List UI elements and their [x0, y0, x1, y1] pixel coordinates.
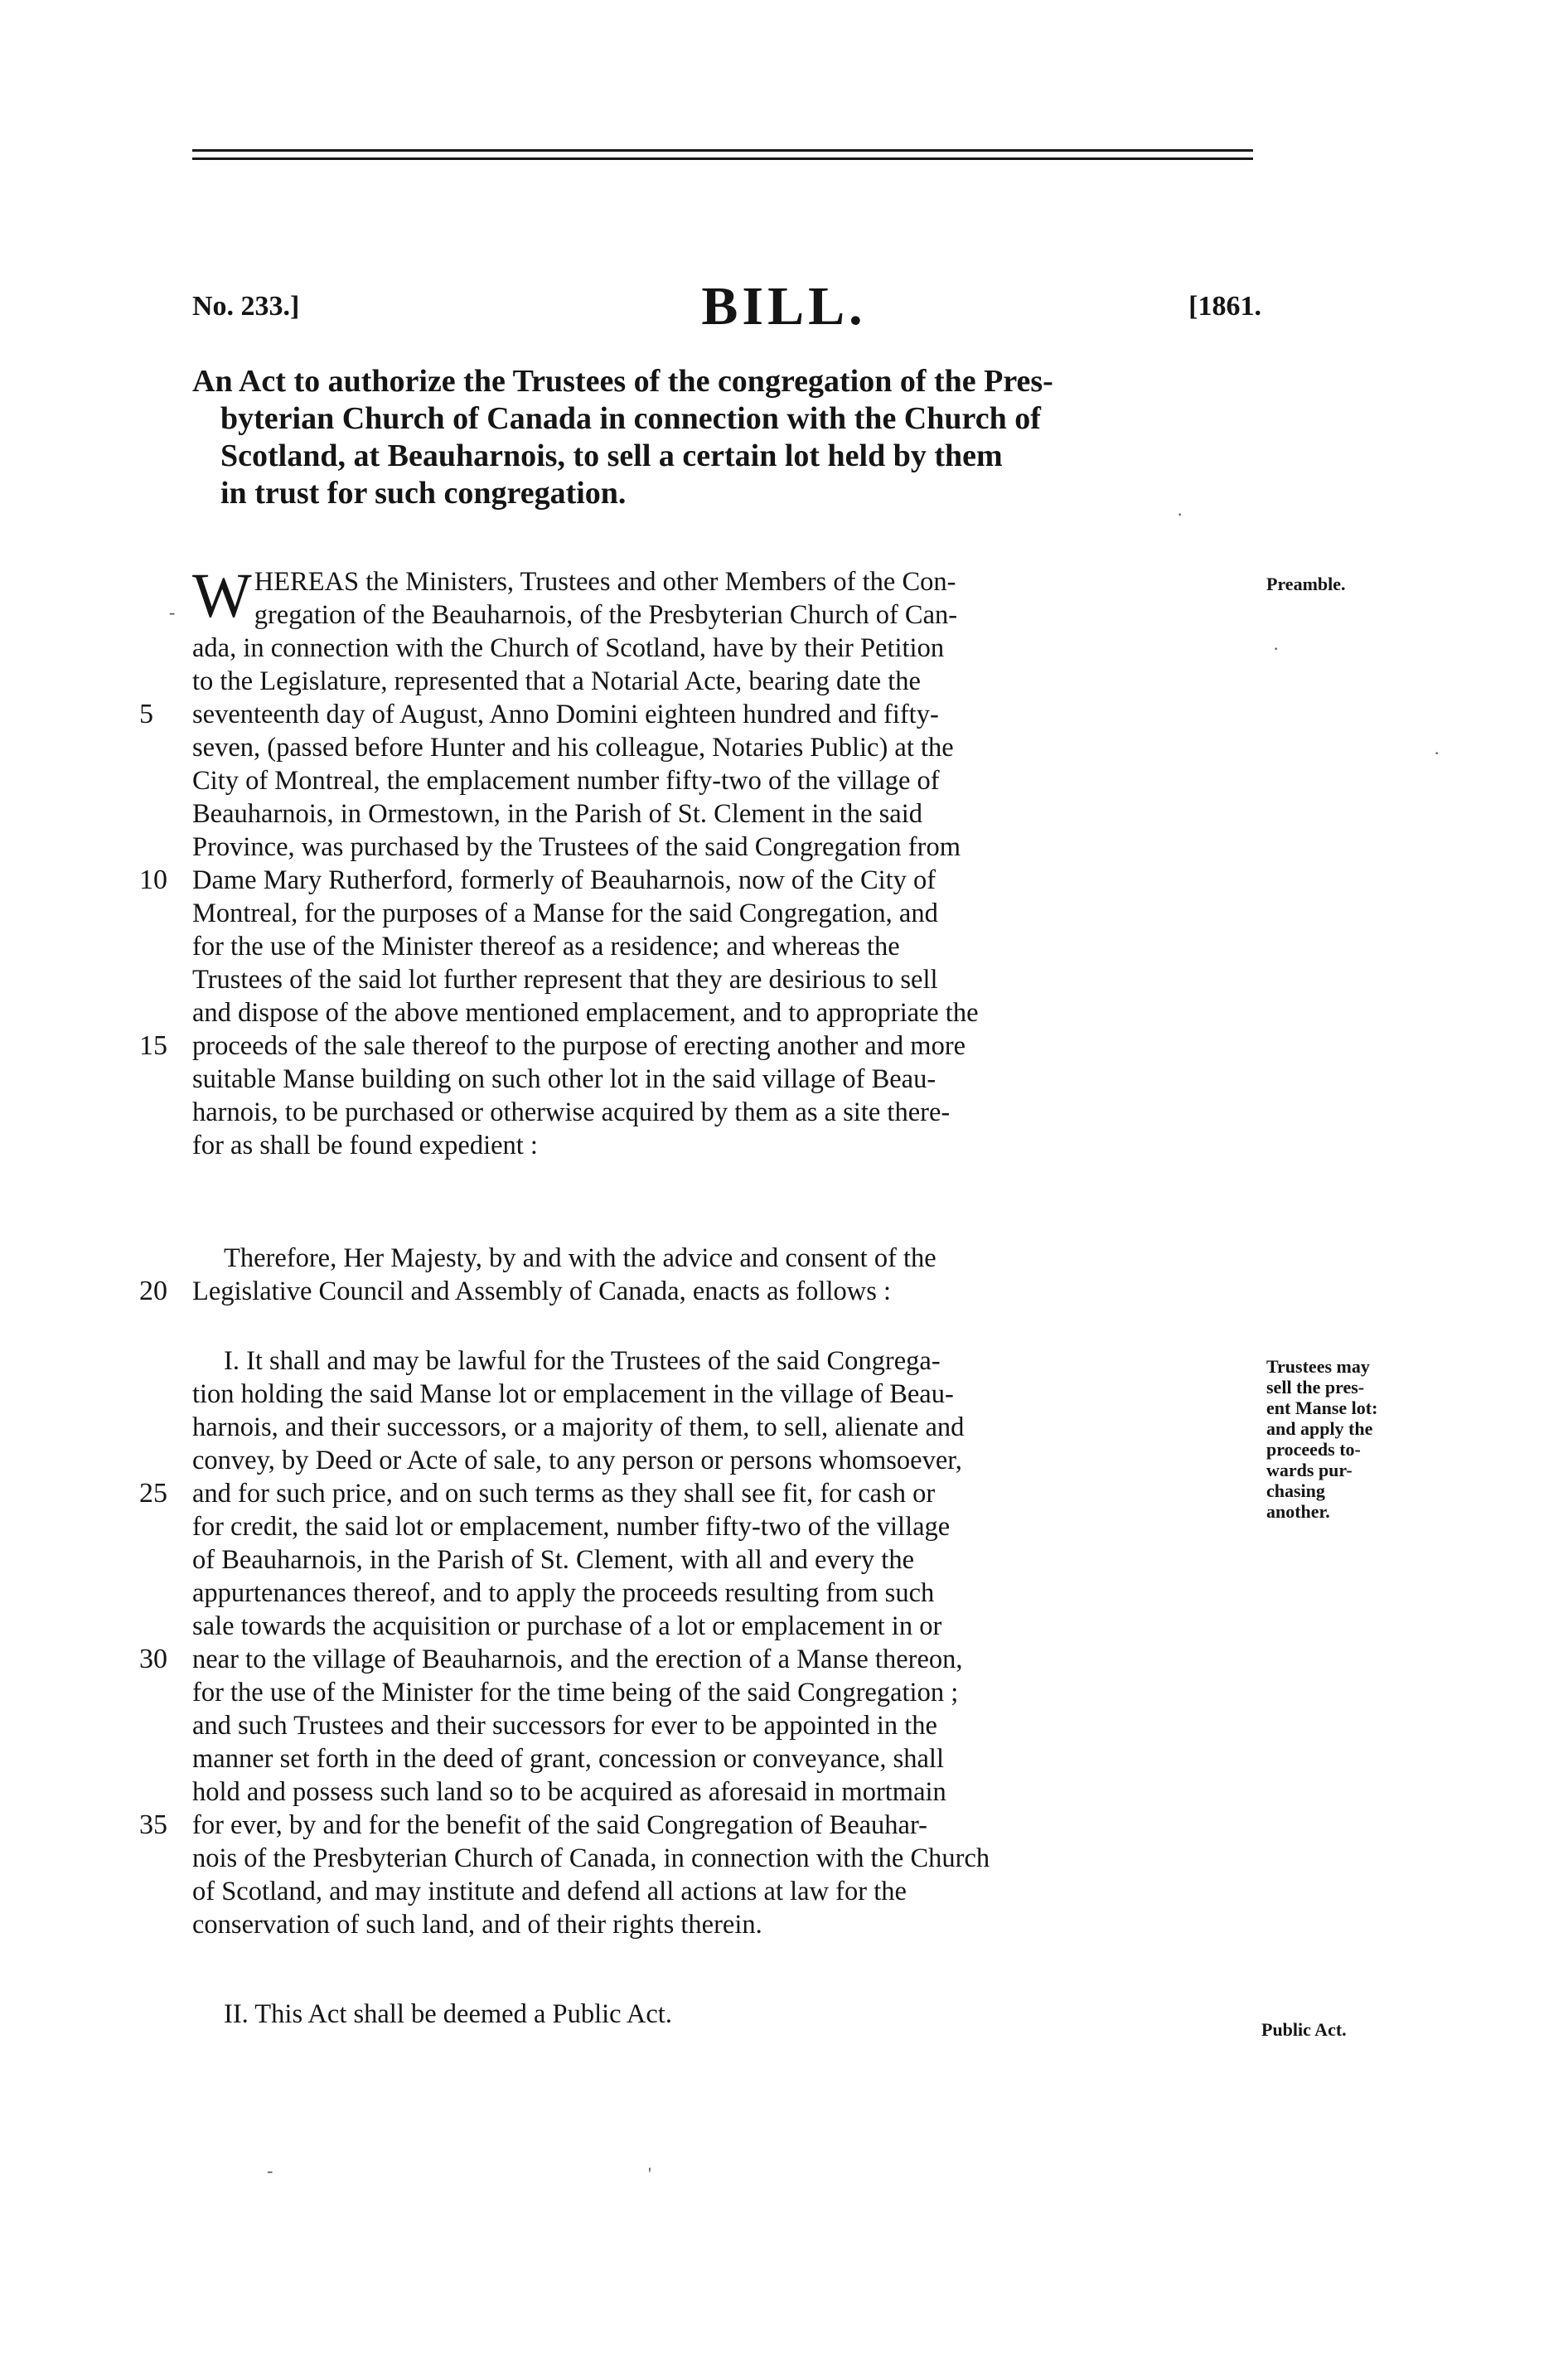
margin-mark: ': [648, 2163, 651, 2184]
section-two: [192, 1998, 1253, 2031]
preamble-line: gregation of the Beauharnois, of the Presbyterian Church of Can-: [254, 600, 958, 630]
margin-mark: ·: [1177, 504, 1183, 525]
preamble: [192, 561, 1253, 1162]
section-line: for credit, the said lot or emplacement, number fifty-two of the village: [192, 1512, 951, 1542]
line-number: 15: [139, 1030, 167, 1061]
preamble-line: for as shall be found expedient :: [192, 1131, 538, 1160]
preamble-line: City of Montreal, the emplacement number fifty-two of the village of: [192, 766, 940, 796]
section-line: nois of the Presbyterian Church of Canada, in connection with the Church: [192, 1843, 990, 1873]
preamble-line: Province, was purchased by the Trustees of the said Congregation from: [192, 832, 961, 862]
preamble-line: Dame Mary Rutherford, formerly of Beauharnois, now of the City of: [192, 865, 936, 895]
enacting-line: Legislative Council and Assembly of Canada, enacts as follows :: [192, 1276, 892, 1306]
margin-note-line: and apply the: [1266, 1418, 1373, 1439]
margin-note-line: ent Manse lot:: [1266, 1397, 1378, 1418]
preamble-line: proceeds of the sale thereof to the purpose of erecting another and more: [192, 1031, 966, 1061]
preamble-line: ada, in connection with the Church of Scotland, have by their Petition: [192, 633, 945, 663]
line-number: 30: [139, 1644, 167, 1674]
section-line: and for such price, and on such terms as they shall see fit, for cash or: [192, 1479, 936, 1509]
act-title: [192, 363, 1261, 512]
margin-note-line: proceeds to-: [1266, 1439, 1361, 1460]
enacting-line: Therefore, Her Majesty, by and with the advice and consent of the: [224, 1243, 936, 1273]
margin-note-line: Trustees may: [1266, 1356, 1370, 1377]
dropcap-letter: W: [192, 561, 252, 631]
preamble-line: to the Legislature, represented that a Notarial Acte, bearing date the: [192, 666, 921, 696]
preamble-line: and dispose of the above mentioned emplacement, and to appropriate the: [192, 998, 979, 1028]
section-line: for the use of the Minister for the time being of the said Congregation ;: [192, 1678, 959, 1707]
margin-mark: ·: [1273, 638, 1280, 659]
preamble-line: seventeenth day of August, Anno Domini eighteen hundred and fifty-: [192, 700, 939, 729]
margin-note-preamble: Preamble.: [1266, 574, 1346, 594]
section-two-text: II. This Act shall be deemed a Public Act.: [224, 1999, 672, 2029]
margin-note-public-act: Public Act.: [1261, 2019, 1347, 2040]
act-title-line: byterian Church of Canada in connection with the Church of: [220, 401, 1041, 436]
act-title-line: An Act to authorize the Trustees of the congregation of the Pres-: [192, 364, 1053, 399]
margin-note-line: wards pur-: [1266, 1460, 1353, 1480]
section-line: for ever, by and for the benefit of the said Congregation of Beauhar-: [192, 1810, 927, 1840]
section-one: [192, 1344, 1253, 1941]
margin-note-line: chasing: [1266, 1480, 1325, 1501]
top-rule-second: [192, 157, 1253, 160]
section-line: tion holding the said Manse lot or emplacement in the village of Beau-: [192, 1379, 954, 1409]
top-rule: [192, 149, 1253, 152]
preamble-line: for the use of the Minister thereof as a residence; and whereas the: [192, 932, 900, 962]
line-number: 20: [139, 1276, 167, 1306]
section-line: convey, by Deed or Acte of sale, to any person or persons whomsoever,: [192, 1446, 962, 1475]
margin-note-line: sell the pres-: [1266, 1377, 1365, 1397]
section-line: of Scotland, and may institute and defend all actions at law for the: [192, 1877, 907, 1906]
section-line: and such Trustees and their successors for ever to be appointed in the: [192, 1711, 937, 1741]
margin-mark: -: [169, 602, 176, 622]
bill-year: [1861.: [1188, 291, 1261, 322]
preamble-line: seven, (passed before Hunter and his colleague, Notaries Public) at the: [192, 733, 954, 763]
section-line: harnois, and their successors, or a majority of them, to sell, alienate and: [192, 1412, 965, 1442]
preamble-line: harnois, to be purchased or otherwise acquired by them as a site there-: [192, 1097, 951, 1127]
section-line: conservation of such land, and of their rights therein.: [192, 1910, 762, 1940]
margin-note-line: another.: [1266, 1501, 1330, 1522]
section-line: I. It shall and may be lawful for the Trustees of the said Congrega-: [224, 1346, 941, 1376]
line-number: 5: [139, 699, 153, 729]
preamble-line: Trustees of the said lot further represent that they are desirious to sell: [192, 965, 938, 995]
section-line: manner set forth in the deed of grant, concession or conveyance, shall: [192, 1744, 944, 1774]
bill-number: No. 233.]: [192, 291, 300, 322]
preamble-line: suitable Manse building on such other lot in the said village of Beau-: [192, 1064, 936, 1094]
preamble-line: Beauharnois, in Ormestown, in the Parish of St. Clement in the said: [192, 799, 922, 829]
margin-note-section-one: [1266, 1356, 1449, 1522]
section-line: of Beauharnois, in the Parish of St. Clement, with all and every the: [192, 1545, 914, 1575]
preamble-line: Montreal, for the purposes of a Manse for the said Congregation, and: [192, 899, 938, 928]
bill-heading: BILL.: [701, 276, 867, 337]
enacting-clause: [192, 1242, 1253, 1308]
section-line: appurtenances thereof, and to apply the proceeds resulting from such: [192, 1578, 935, 1608]
section-line: near to the village of Beauharnois, and the erection of a Manse thereon,: [192, 1645, 963, 1674]
act-title-line: in trust for such congregation.: [220, 476, 627, 511]
section-line: hold and possess such land so to be acquired as aforesaid in mortmain: [192, 1777, 946, 1807]
section-line: sale towards the acquisition or purchase of a lot or emplacement in or: [192, 1611, 942, 1641]
line-number: 10: [139, 865, 167, 895]
margin-mark: -: [267, 2160, 273, 2181]
act-title-line: Scotland, at Beauharnois, to sell a certain lot held by them: [220, 438, 1003, 473]
line-number: 35: [139, 1809, 167, 1840]
preamble-line-text: HEREAS the Ministers, Trustees and other Members of the Con-: [254, 567, 956, 597]
line-number: 25: [139, 1478, 167, 1509]
margin-mark: ·: [1434, 743, 1440, 763]
